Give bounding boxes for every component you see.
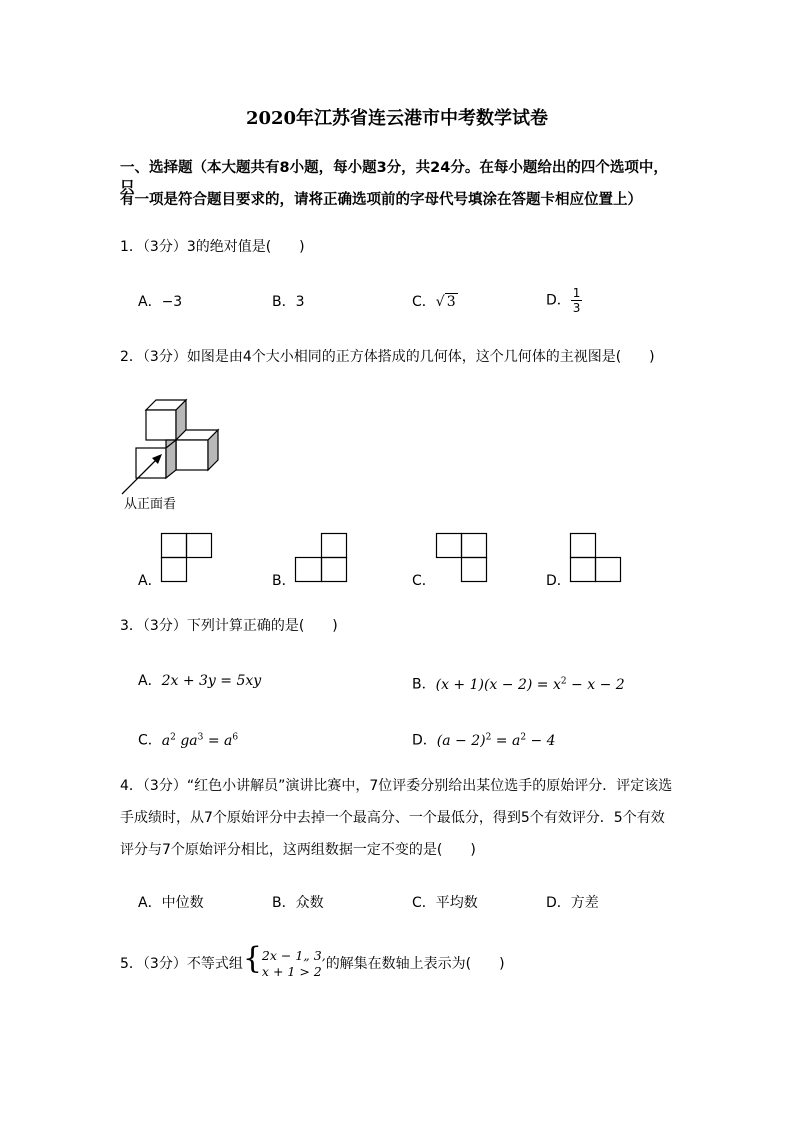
q1-option-d — [546, 286, 582, 315]
q1-option-c-radicand: 3 — [446, 294, 456, 310]
q4-option-c: C．平均数 — [412, 895, 478, 911]
q2-option-b-figure — [295, 533, 349, 583]
q4-option-b: B．众数 — [272, 895, 324, 911]
q2-option-a-figure — [161, 533, 213, 583]
q2-option-b-label: B． — [272, 573, 296, 589]
superscript: 2 — [520, 732, 527, 742]
var-a: a — [161, 732, 171, 749]
dot-operator: g — [175, 732, 190, 749]
q2-stem: 2．（3分）如图是由4个大小相同的正方体搭成的几何体，这个几何体的主视图是( ) — [120, 349, 655, 365]
inequality-row1: 2x − 1„ 3, — [261, 948, 326, 963]
q5-stem-suffix: 的解集在数轴上表示为( ) — [325, 956, 505, 972]
q4-stem-line3: 评分与7个原始评分相比，这两组数据一定不变的是( ) — [120, 842, 476, 858]
q3-option-d-expr-part3: − 4 — [526, 732, 556, 749]
q4-stem-line1: 4．（3分）“红色小讲解员”演讲比赛中，7位评委分别给出某位选手的原始评分．评定该选 — [120, 778, 673, 794]
fraction — [571, 286, 583, 315]
section-heading-line1: 一、选择题（本大题共有8小题，每小题3分，共24分。在每小题给出的四个选项中，只 — [120, 160, 668, 196]
q3-option-d-expr-part1: (a − 2) — [436, 732, 486, 749]
sqrt-symbol: √ 3 — [435, 294, 456, 310]
superscript: 2 — [560, 676, 567, 686]
q3-option-b — [412, 671, 625, 695]
q1-option-b: B．3 — [272, 294, 305, 310]
brace-symbol: { — [242, 941, 262, 976]
q5-stem — [120, 941, 505, 982]
q3-option-a — [138, 671, 261, 691]
q2-option-c-figure — [436, 533, 490, 583]
equals-expr: = a — [203, 732, 233, 749]
q3-option-a-label: A． — [138, 673, 162, 689]
q3-option-c-label: C． — [138, 732, 162, 749]
top-cube-front-face — [146, 410, 176, 440]
superscript: 2 — [170, 732, 176, 742]
q1-stem: 1．（3分）3的绝对值是( ) — [120, 239, 305, 255]
q2-option-d-figure — [570, 533, 624, 583]
fraction-numerator: 1 — [572, 286, 581, 300]
q3-option-b-label: B． — [412, 676, 436, 693]
q3-stem: 3．（3分）下列计算正确的是( ) — [120, 618, 338, 634]
figure-caption: 从正面看 — [124, 497, 177, 512]
inequality-system — [262, 948, 326, 980]
q4-stem — [120, 770, 676, 866]
superscript: 2 — [485, 732, 492, 742]
q2-option-c-label: C． — [412, 573, 436, 589]
q2-option-d-label: D． — [546, 573, 571, 589]
page-title: 2020年江苏省连云港市中考数学试卷 — [245, 108, 549, 129]
right-cube-front-face — [176, 440, 208, 470]
q4-option-d: D．方差 — [546, 895, 599, 911]
q1-option-d-label: D． — [546, 292, 571, 309]
q3-option-d — [412, 727, 556, 751]
q3-option-a-expr: 2x + 3y = 5xy — [161, 673, 262, 689]
q1-option-c — [412, 292, 458, 312]
var-a: a — [189, 732, 198, 749]
q4-stem-line2: 手成绩时，从7个原始评分中去掉一个最高分、一个最低分，得到5个有效评分．5个有效 — [120, 810, 665, 826]
front-cube-front-face — [136, 448, 166, 478]
superscript: 6 — [232, 732, 239, 742]
q1-option-a: A．−3 — [138, 294, 183, 310]
q4-option-a: A．中位数 — [138, 895, 204, 911]
cube-figure — [118, 392, 228, 498]
q3-option-b-expr-part2: − x − 2 — [566, 676, 625, 693]
q5-stem-prefix: 5．（3分）不等式组 — [120, 956, 243, 972]
fraction-denominator: 3 — [572, 301, 581, 315]
q2-option-a-label: A． — [138, 573, 162, 589]
superscript: 3 — [197, 732, 204, 742]
inequality-row2: x + 1 > 2 — [261, 964, 322, 979]
q3-option-c — [138, 727, 238, 751]
q3-option-d-expr-part2: = a — [491, 732, 521, 749]
q3-option-d-label: D． — [412, 732, 437, 749]
section-heading-line2: 有一项是符合题目要求的，请将正确选项前的字母代号填涂在答题卡相应位置上） — [120, 192, 642, 208]
q1-option-c-label: C． — [412, 294, 436, 310]
q3-option-b-expr-part1: (x + 1)(x − 2) = x — [435, 676, 561, 693]
